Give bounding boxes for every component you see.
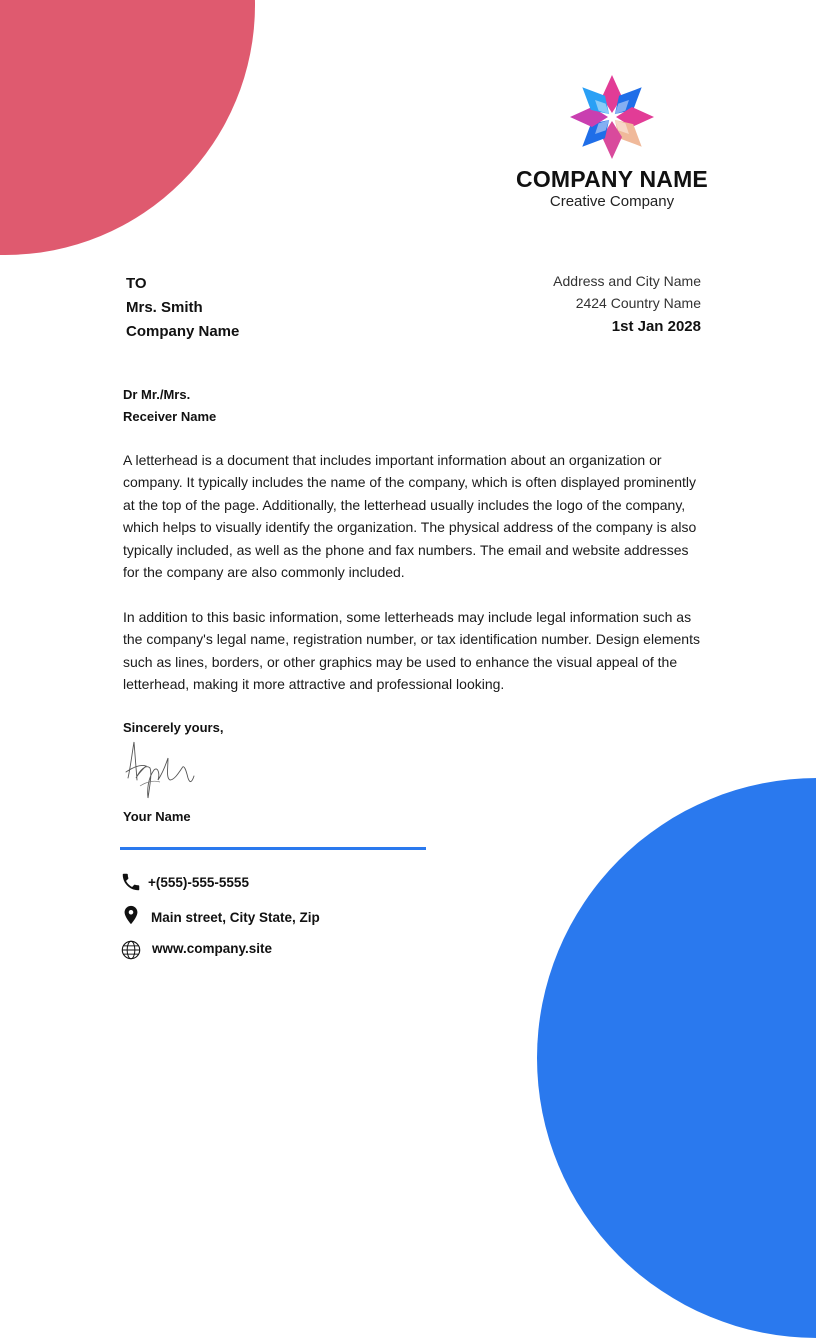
- company-logo: [569, 74, 655, 160]
- sender-address-line1: Address and City Name: [553, 273, 701, 289]
- body-paragraph-2: In addition to this basic information, some letterheads may include legal information such as the company's legal name, registration number, or tax identification number. Design elements such as lines, borders, or other graphics may be used to enhance the visual appeal of the letterhead, making it more attractive and professional looking.: [123, 609, 700, 693]
- company-name: COMPANY NAME: [516, 166, 708, 192]
- recipient-name: Mrs. Smith: [126, 299, 203, 316]
- company-tagline: Creative Company: [549, 193, 675, 210]
- location-pin-icon: [120, 904, 142, 926]
- salutation-line1: Dr Mr./Mrs.: [123, 387, 191, 402]
- body-paragraph-1: A letterhead is a document that includes important information about an organization or company. It typically includes the name of the company, which is often displayed prominently at the top of the page. Additionally, the letterhead usually includes the logo of the company, which helps to visually identify the organization. The physical address of the company is also typically included, as well as the phone and fax numbers. The email and website addresses for the company are also commonly included.: [123, 452, 697, 581]
- phone-icon: [120, 871, 142, 893]
- salutation: [123, 384, 216, 428]
- contact-address: Main street, City State, Zip: [151, 910, 320, 925]
- sender-address-block: [440, 272, 701, 335]
- footer-divider: [120, 847, 426, 850]
- closing-text: Sincerely yours,: [123, 720, 224, 735]
- salutation-receiver: Receiver Name: [123, 409, 217, 424]
- globe-icon: [120, 939, 142, 961]
- letter-date: 1st Jan 2028: [611, 318, 701, 335]
- recipient-to-label: TO: [126, 275, 147, 292]
- signature-image: [120, 734, 200, 806]
- recipient-block: [126, 272, 239, 344]
- sender-address-line2: 2424 Country Name: [575, 295, 701, 311]
- contact-website[interactable]: www.company.site: [152, 941, 273, 956]
- signer-name: Your Name: [123, 809, 191, 824]
- recipient-company: Company Name: [126, 323, 240, 340]
- decorative-circle-blue: [537, 778, 816, 1338]
- contact-phone: +(555)-555-5555: [148, 875, 249, 890]
- decorative-circle-pink: [0, 0, 255, 255]
